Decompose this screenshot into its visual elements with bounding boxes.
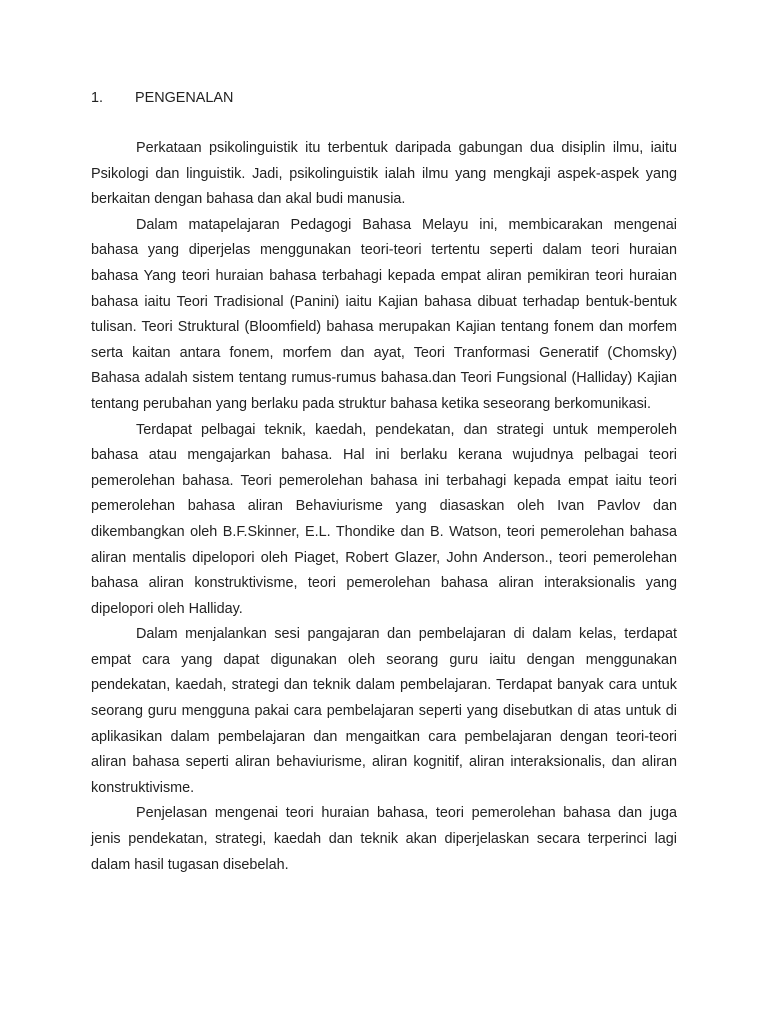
paragraph-2: Dalam matapelajaran Pedagogi Bahasa Melayu ini, membicarakan mengenai bahasa yang diperjelas menggunakan teori-teori tertentu seperti dalam teori huraian bahasa Yang teori huraian bahasa terbahagi kepada empat aliran pemikiran teori huraian bahasa iaitu Teori Tradisional (Panini) iaitu Kajian bahasa dibuat terhadap bentuk-bentuk tulisan. Teori Struktural (Bloomfield) bahasa merupakan Kajian tentang fonem dan morfem serta kaitan antara fonem, morfem dan ayat, Teori Tranformasi Generatif (Chomsky) Bahasa adalah sistem tentang rumus-rumus bahasa.dan Teori Fungsional (Halliday) Kajian tentang perubahan yang berlaku pada struktur bahasa ketika seseorang berkomunikasi.	[91, 216, 677, 412]
document-body	[91, 136, 677, 878]
section-title: PENGENALAN	[135, 90, 234, 106]
paragraph-3: Terdapat pelbagai teknik, kaedah, pendekatan, dan strategi untuk memperoleh bahasa atau mengajarkan bahasa. Hal ini berlaku kerana wujudnya pelbagai teori pemerolehan bahasa. Teori pemerolehan bahasa ini terbahagi kepada empat iaitu teori pemerolehan bahasa aliran Behaviurisme yang diasaskan oleh Ivan Pavlov dan dikembangkan oleh B.F.Skinner, E.L. Thondike dan B. Watson, teori pemerolehan bahasa aliran mentalis dipelopori oleh Piaget, Robert Glazer, John Anderson., teori pemerolehan bahasa aliran konstruktivisme, teori pemerolehan bahasa aliran interaksionalis yang dipelopori oleh Halliday.	[91, 421, 677, 617]
paragraph-1: Perkataan psikolinguistik itu terbentuk daripada gabungan dua disiplin ilmu, iaitu Psikologi dan linguistik. Jadi, psikolinguistik ialah ilmu yang mengkaji aspek-aspek yang berkaitan dengan bahasa dan akal budi manusia.	[91, 140, 677, 208]
section-heading	[91, 86, 233, 112]
paragraph-5: Penjelasan mengenai teori huraian bahasa, teori pemerolehan bahasa dan juga jenis pendekatan, strategi, kaedah dan teknik akan diperjelaskan secara terperinci lagi dalam hasil tugasan disebelah.	[91, 805, 677, 873]
paragraph-4: Dalam menjalankan sesi pangajaran dan pembelajaran di dalam kelas, terdapat empat cara yang dapat digunakan oleh seorang guru iaitu dengan menggunakan pendekatan, kaedah, strategi dan teknik dalam pembelajaran. Terdapat banyak cara untuk seorang guru mengguna pakai cara pembelajaran seperti yang disebutkan di atas untuk di aplikasikan dalam pembelajaran dan mengaitkan cara pembelajaran dengan teori-teori aliran bahasa seperti aliran behaviurisme, aliran kognitif, aliran interaksionalis, dan aliran konstruktivisme.	[91, 626, 677, 796]
section-number: 1.	[91, 90, 104, 106]
